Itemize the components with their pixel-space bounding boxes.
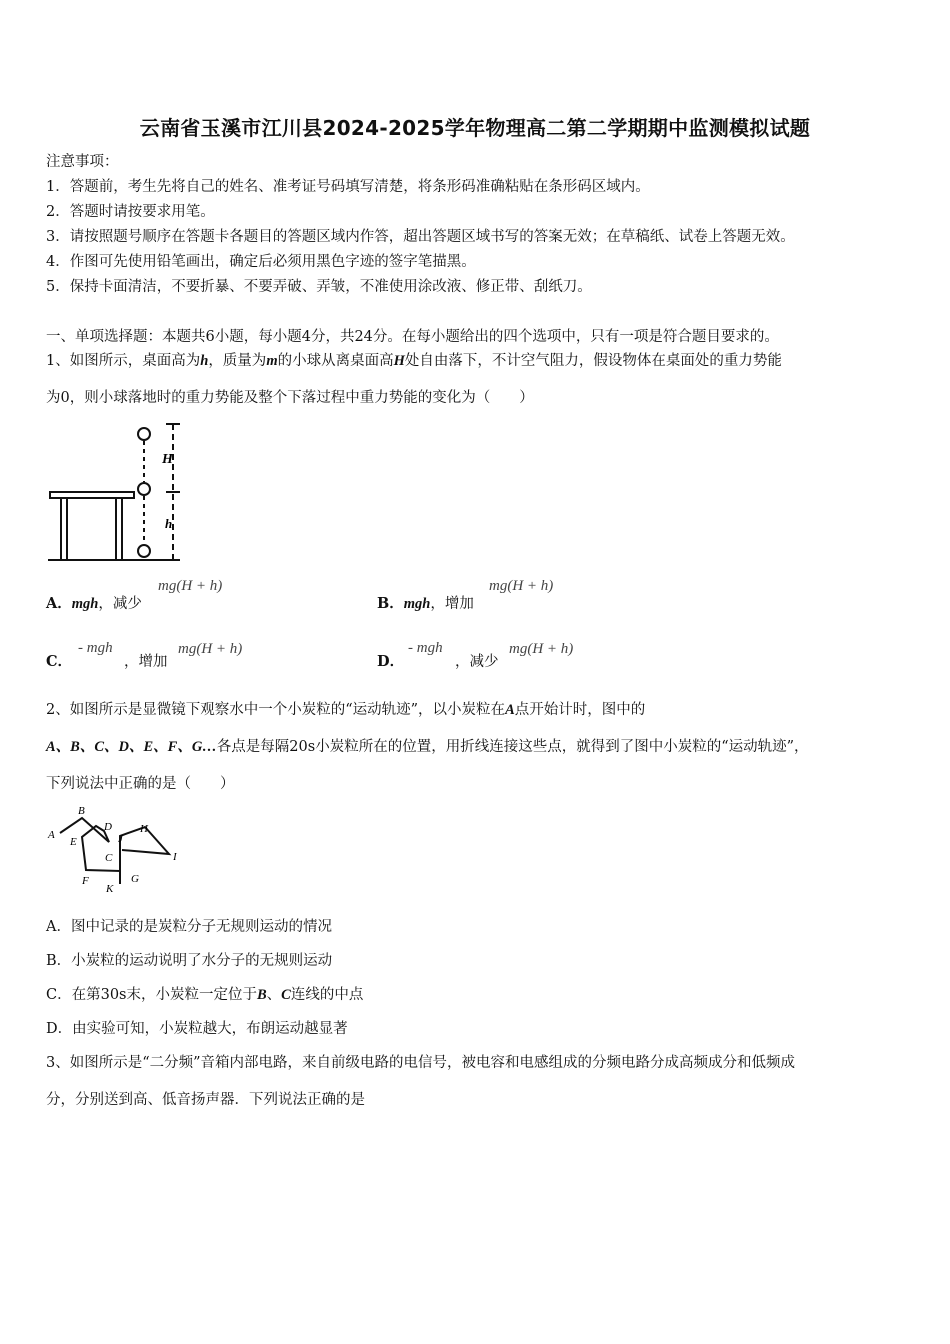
option-a-formula: mg(H + h): [158, 578, 223, 594]
option-c-formula1: - mgh: [78, 640, 113, 656]
option-a[interactable]: A．图中记录的是炭粒分子无规则运动的情况: [46, 919, 332, 935]
q3-stem-line1: 3、如图所示是“二分频”音箱内部电路，来自前级电路的电信号，被电容和电感组成的分频电路分成高频成分和低频成: [46, 1055, 796, 1071]
q2-stem-line1: [46, 700, 645, 720]
point-K: K: [106, 883, 114, 895]
option-d[interactable]: D．由实验可知，小炭粒越大，布朗运动越显著: [46, 1021, 348, 1037]
notice-item: 4．作图可先使用铅笔画出，确定后必须用黑色字迹的签字笔描黑。: [46, 254, 476, 270]
label-H: H: [162, 452, 173, 467]
option-c-formula2: mg(H + h): [178, 641, 243, 657]
point-F: F: [82, 875, 89, 887]
q3-stem-line2: 分，分别送到高、低音扬声器．下列说法正确的是: [46, 1092, 365, 1108]
option-label: C．: [46, 653, 73, 670]
option-b[interactable]: [377, 594, 474, 614]
ball-middle: [138, 483, 150, 495]
point-H: H: [140, 823, 148, 835]
q1-var-h: h: [200, 353, 209, 369]
section-heading: 一、单项选择题：本题共6小题，每小题4分，共24分。在每小题给出的四个选项中，只有一项是符合题目要求的。: [46, 329, 779, 345]
q1-stem-line1: [46, 351, 782, 371]
q2-var-A: A: [505, 702, 515, 718]
q1-text: 1、如图所示，桌面高为: [46, 353, 201, 369]
q1-var-m: m: [266, 353, 278, 369]
option-math: B: [257, 987, 267, 1003]
q2-points: A、B、C、D、E、F、G…: [46, 739, 217, 755]
option-d[interactable]: [377, 652, 404, 672]
option-text: ，减少: [98, 596, 142, 612]
option-label: D．: [377, 653, 405, 670]
option-d-text: ，减少: [455, 654, 499, 670]
notice-item: 1．答题前，考生先将自己的姓名、准考证号码填写清楚，将条形码准确粘贴在条形码区域内。: [46, 179, 650, 195]
point-B: B: [78, 805, 85, 817]
option-d-formula2: mg(H + h): [509, 641, 574, 657]
option-c[interactable]: [46, 985, 363, 1005]
option-b[interactable]: B．小炭粒的运动说明了水分子的无规则运动: [46, 953, 333, 969]
point-C: C: [105, 852, 113, 864]
ball-top: [138, 428, 150, 440]
option-math: mgh: [403, 596, 431, 612]
point-A: A: [48, 829, 55, 841]
option-label: A．: [46, 595, 72, 612]
table-top: [50, 492, 134, 498]
point-J: J: [118, 833, 123, 845]
notice-item: 2．答题时请按要求用笔。: [46, 204, 215, 220]
point-E: E: [70, 836, 77, 848]
q1-text: 处自由落下，不计空气阻力，假设物体在桌面处的重力势能: [404, 353, 782, 369]
option-label: B．: [377, 595, 404, 612]
q2-text: 2、如图所示是显微镜下观察水中一个小炭粒的“运动轨迹”，以小炭粒在: [46, 702, 506, 718]
label-h: h: [165, 516, 173, 531]
q2-stem-line3: 下列说法中正确的是（ ）: [46, 776, 235, 792]
q2-text: 点开始计时，图中的: [514, 702, 646, 718]
point-G: G: [131, 873, 139, 885]
q2-figure: [44, 800, 190, 896]
q2-text: 各点是每隔20s小炭粒所在的位置，用折线连接这些点，就得到了图中小炭粒的“运动轨迹”，: [216, 739, 809, 755]
option-d-formula1: - mgh: [408, 640, 443, 656]
option-math: C: [281, 987, 291, 1003]
option-c-text: ，增加: [124, 654, 168, 670]
point-I: I: [173, 851, 177, 863]
option-text: ，增加: [430, 596, 474, 612]
option-b-formula: mg(H + h): [489, 578, 554, 594]
notice-heading: 注意事项：: [46, 154, 119, 170]
option-math: mgh: [71, 596, 99, 612]
q1-text: 的小球从离桌面高: [277, 353, 394, 369]
option-text: 、: [266, 987, 282, 1003]
q1-text: ，质量为: [208, 353, 267, 369]
option-a[interactable]: [46, 594, 142, 614]
notice-item: 3．请按照题号顺序在答题卡各题目的答题区域内作答，超出答题区域书写的答案无效；在草稿纸、试卷上答题无效。: [46, 229, 795, 245]
q2-stem-line2: [46, 737, 809, 757]
ball-bottom: [138, 545, 150, 557]
q1-var-H: H: [393, 353, 405, 369]
q1-stem-line2: 为0，则小球落地时的重力势能及整个下落过程中重力势能的变化为（ ）: [46, 390, 534, 406]
page-title: 云南省玉溪市江川县2024-2025学年物理高二第二学期期中监测模拟试题: [139, 116, 811, 140]
option-text: C．在第30s末，小炭粒一定位于: [46, 987, 257, 1003]
point-D: D: [104, 821, 112, 833]
q1-figure: [44, 418, 194, 566]
option-c[interactable]: [46, 652, 72, 672]
option-text: 连线的中点: [290, 987, 364, 1003]
notice-item: 5．保持卡面清洁，不要折暴、不要弄破、弄皱，不准使用涂改液、修正带、刮纸刀。: [46, 279, 592, 295]
